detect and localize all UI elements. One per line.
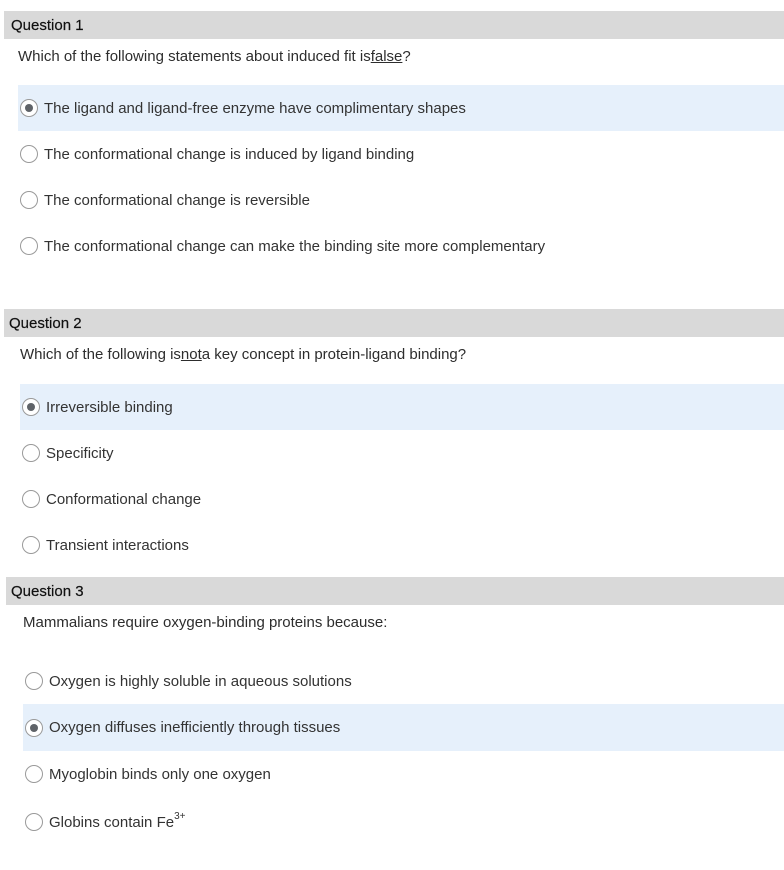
question-prompt: Which of the following statements about induced fit is false ?	[18, 47, 411, 65]
answer-option[interactable]: Myoglobin binds only one oxygen	[23, 751, 784, 797]
radio-empty-icon[interactable]	[22, 444, 40, 462]
radio-empty-icon[interactable]	[20, 145, 38, 163]
answer-option[interactable]: Conformational change	[20, 476, 784, 522]
radio-empty-icon[interactable]	[20, 191, 38, 209]
answer-option[interactable]: Specificity	[20, 430, 784, 476]
question-title: Question 3	[6, 577, 784, 605]
question-3	[6, 577, 784, 847]
answer-option[interactable]: Irreversible binding	[20, 384, 784, 430]
answer-list	[23, 658, 784, 847]
radio-selected-icon[interactable]	[20, 99, 38, 117]
question-2	[4, 309, 784, 568]
radio-empty-icon[interactable]	[25, 813, 43, 831]
radio-empty-icon[interactable]	[25, 765, 43, 783]
answer-option[interactable]: The conformational change is induced by ligand binding	[18, 131, 784, 177]
answer-option[interactable]: Oxygen diffuses inefficiently through tissues	[23, 704, 784, 751]
answer-list	[20, 384, 784, 568]
answer-option[interactable]	[23, 797, 784, 847]
question-title: Question 2	[4, 309, 784, 337]
answer-option[interactable]: The conformational change is reversible	[18, 177, 784, 223]
radio-selected-icon[interactable]	[22, 398, 40, 416]
radio-empty-icon[interactable]	[20, 237, 38, 255]
radio-empty-icon[interactable]	[25, 672, 43, 690]
question-title: Question 1	[4, 11, 784, 39]
answer-label: Globins contain $Fe^{3+}$	[49, 811, 186, 831]
answer-option[interactable]: Oxygen is highly soluble in aqueous solutions	[23, 658, 784, 704]
answer-option[interactable]: The ligand and ligand-free enzyme have complimentary shapes	[18, 85, 784, 131]
answer-list	[18, 85, 784, 269]
radio-selected-icon[interactable]	[25, 719, 43, 737]
radio-empty-icon[interactable]	[22, 490, 40, 508]
answer-option[interactable]: Transient interactions	[20, 522, 784, 568]
question-prompt: Which of the following is not a key concept in protein-ligand binding?	[20, 345, 467, 363]
radio-empty-icon[interactable]	[22, 536, 40, 554]
question-prompt: Mammalians require oxygen-binding proteins because:	[23, 613, 388, 631]
question-1	[4, 11, 784, 269]
answer-option[interactable]: The conformational change can make the binding site more complementary	[18, 223, 784, 269]
